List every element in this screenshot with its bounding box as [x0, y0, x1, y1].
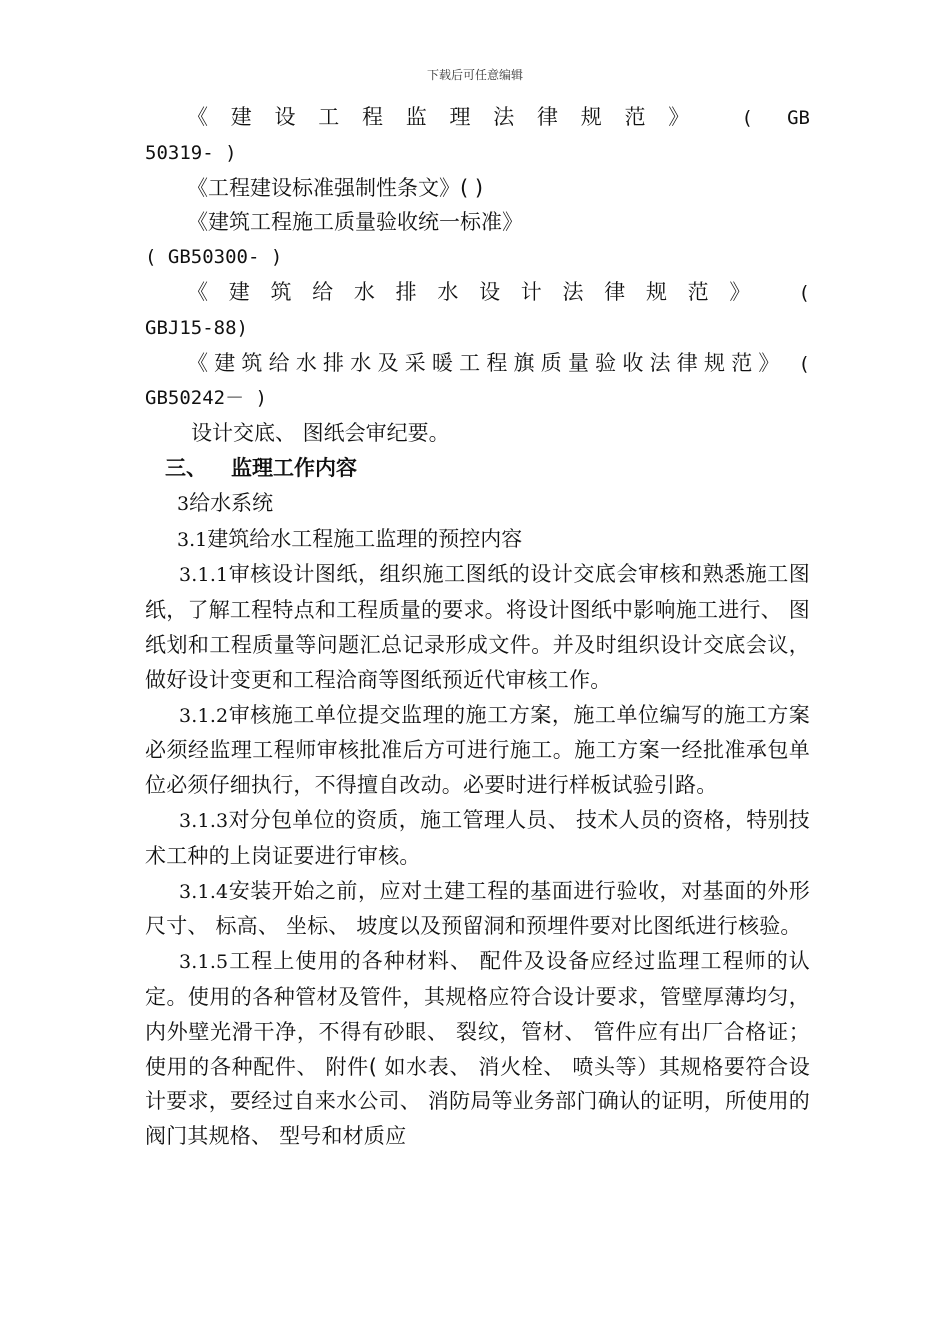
subsection-title: 给水系统	[189, 490, 274, 515]
subsection-number: 3	[177, 492, 190, 515]
paragraph-number: 3.1.3	[179, 809, 229, 832]
reference-title: 《建筑工程施工质量验收统一标准》	[187, 210, 523, 235]
reference-title: 《工程建设标准强制性条文》( )	[187, 175, 484, 200]
paragraph-text: 审核设计图纸，组织施工图纸的设计交底会审核和熟悉施工图纸，了解工程特点和工程质量的要求。将设计图纸中影响施工进行、 图纸划和工程质量等问题汇总记录形成文件。并及时组织设计交底会议，做好设计变更和工程洽商等图纸预近代审核工作。	[145, 562, 810, 692]
reference-item	[145, 346, 810, 382]
reference-code: ( GB	[741, 107, 810, 129]
reference-title: 《建设工程监理法律规范》	[187, 105, 713, 129]
reference-code-continued: GB50242－ )	[145, 387, 267, 410]
reference-item	[145, 171, 810, 206]
paragraph	[145, 557, 810, 697]
paragraph-number: 3.1.5	[179, 951, 229, 974]
reference-title: 《建筑给水排水设计法律规范》	[187, 279, 772, 304]
page-header-note: 下载后可任意编辑	[426, 68, 523, 82]
paragraph-text: 对分包单位的资质，施工管理人员、 技术人员的资格，特别技术工种的上岗证要进行审核。	[145, 807, 810, 868]
reference-code-continued: 50319- )	[145, 141, 237, 164]
paragraph	[145, 874, 810, 945]
paragraph-number: 3.1.4	[179, 880, 229, 903]
reference-code-continued: GBJ15-88)	[145, 316, 248, 339]
subsubsection-title: 建筑给水工程施工监理的预控内容	[207, 526, 523, 551]
reference-title: 《建筑给水排水及采暖工程旗质量验收法律规范》	[187, 350, 786, 375]
subsubsection-heading	[145, 522, 810, 558]
paragraph-text: 安装开始之前，应对土建工程的基面进行验收，对基面的外形尺寸、 标高、 坐标、 坡度以及预留洞和预埋件要对比图纸进行核验。	[145, 878, 810, 939]
section-title: 监理工作内容	[231, 455, 357, 480]
reference-item	[145, 275, 810, 311]
section-number: 三、	[165, 455, 207, 480]
reference-item	[145, 100, 810, 136]
subsection-heading	[145, 486, 810, 522]
reference-code: (	[798, 281, 810, 304]
design-note: 设计交底、 图纸会审纪要。	[191, 421, 450, 446]
reference-code: (	[798, 352, 810, 375]
reference-code-continued: ( GB50300- )	[145, 246, 283, 269]
paragraph-text: 审核施工单位提交监理的施工方案，施工单位编写的施工方案必须经监理工程师审核批准后方可进行施工。施工方案一经批准承包单位必须仔细执行，不得擅自改动。必要时进行样板试验引路。	[145, 702, 810, 798]
paragraph	[145, 803, 810, 874]
reference-item	[145, 205, 810, 240]
paragraph-number: 3.1.1	[179, 564, 229, 587]
paragraph	[145, 698, 810, 803]
section-heading	[145, 451, 810, 486]
subsubsection-number: 3.1	[177, 528, 208, 551]
document-body	[145, 100, 810, 1154]
paragraph-text: 工程上使用的各种材料、 配件及设备应经过监理工程师的认定。使用的各种管材及管件，其规格应符合设计要求，管壁厚薄均匀，内外壁光滑干净，不得有砂眼、 裂纹，管材、 管件应有出厂合格证；使用的各种配件、 附件( 如水表、 消火栓、 喷头等）其规格要符合设计要求，要经过自来水公司、 消防局等业务部门确认的证明，所使用的阀门其规格、 型号和材质应	[145, 949, 810, 1149]
paragraph	[145, 944, 810, 1154]
paragraph-number: 3.1.2	[179, 704, 229, 727]
